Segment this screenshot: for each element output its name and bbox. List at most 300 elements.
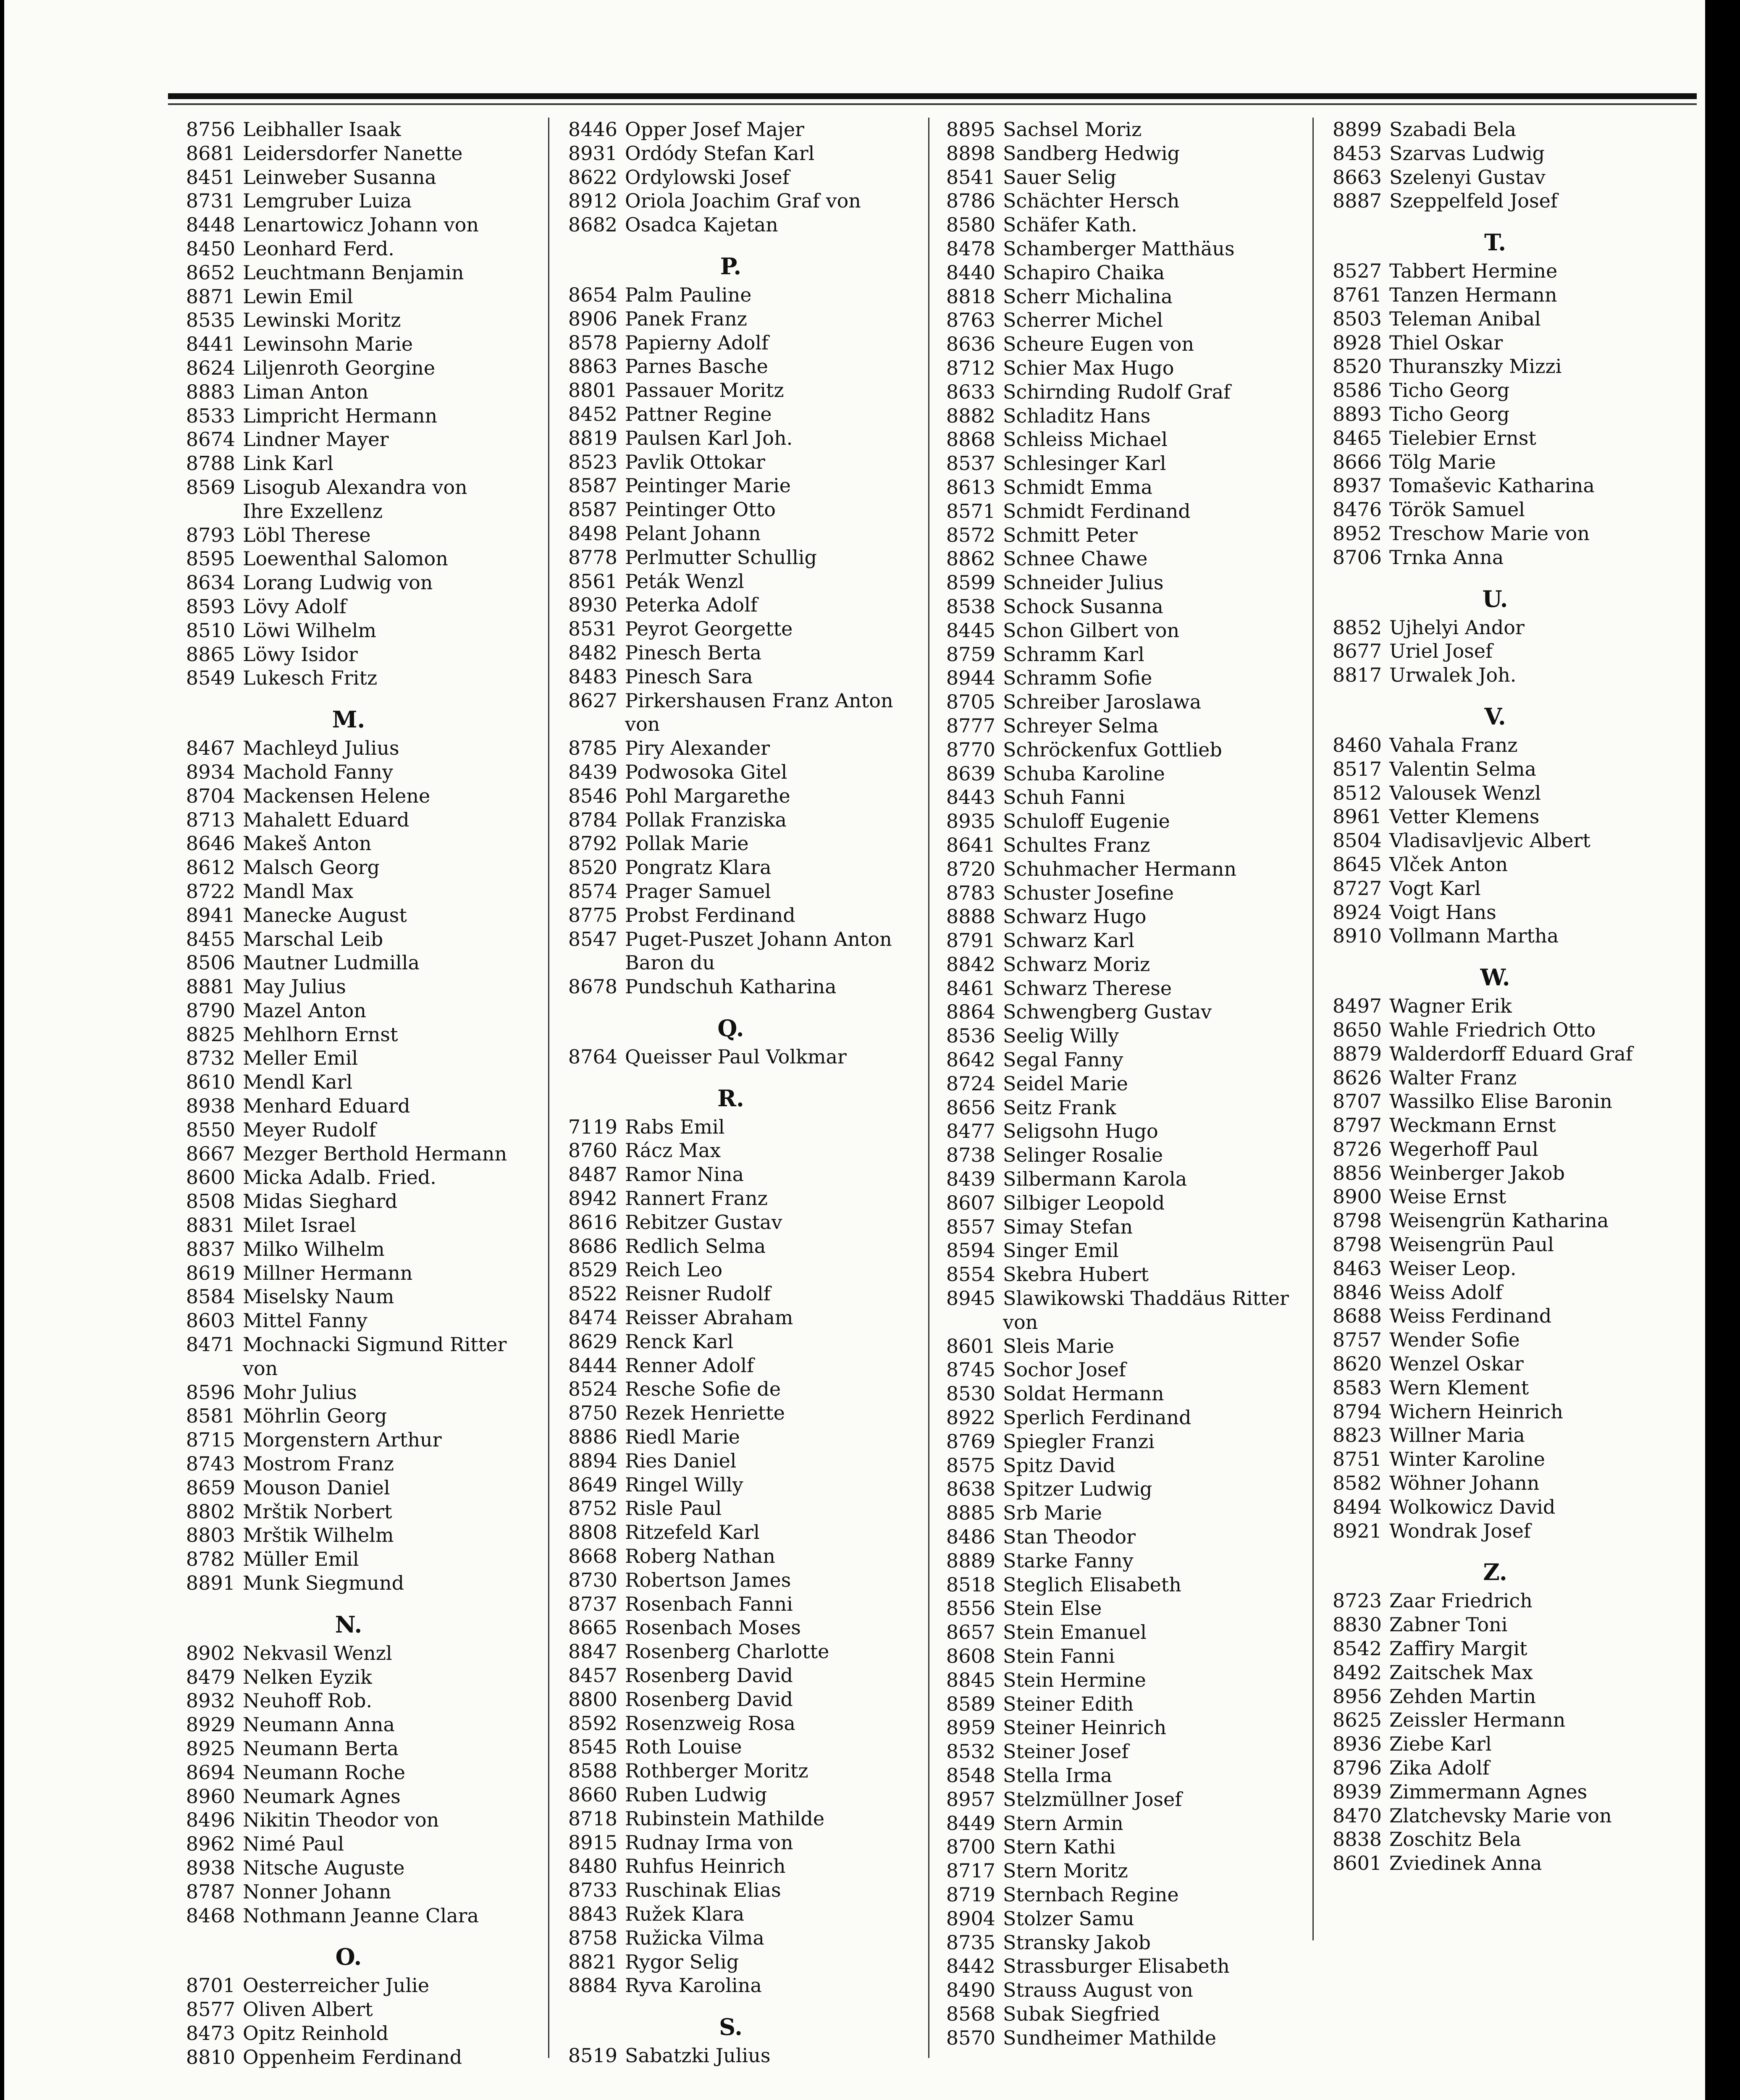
entry-number: 8893 [1332, 402, 1382, 425]
entry-number: 8468 [186, 1904, 235, 1927]
entry-number: 8783 [946, 881, 995, 904]
list-item [928, 285, 1298, 309]
list-item [168, 1333, 538, 1357]
entry-number: 8786 [946, 189, 995, 213]
list-item [1315, 1066, 1684, 1090]
entry-name: Rosenberg David [625, 1664, 793, 1687]
entry-name: Scherrer Michel [1003, 309, 1163, 332]
entry-name: Ružek Klara [625, 1902, 745, 1925]
entry-number: 8871 [186, 285, 235, 308]
list-item [550, 331, 920, 355]
entry-number: 8457 [568, 1664, 617, 1687]
entry-name: Winter Karoline [1389, 1448, 1545, 1471]
entry-number: 8688 [1332, 1305, 1382, 1328]
entry-number: 8865 [186, 643, 235, 666]
list-item [928, 189, 1298, 213]
section-letter: P. [720, 252, 742, 280]
entry-name: Schmidt Emma [1003, 475, 1153, 499]
list-item [550, 808, 920, 832]
entry-number: 8831 [186, 1214, 235, 1237]
entry-name: Voigt Hans [1389, 900, 1496, 924]
entry-name: Zaar Friedrich [1389, 1589, 1533, 1612]
entry-number: 8506 [186, 951, 235, 974]
entry-number: 8443 [946, 786, 995, 809]
entry-number: 8480 [568, 1855, 617, 1878]
entry-name: Szelenyi Gustav [1389, 165, 1546, 189]
list-item [168, 1904, 538, 1928]
entry-number: 8935 [946, 810, 995, 833]
entry-name: Puget-Puszet Johann Anton [625, 927, 892, 950]
entry-number: 8756 [186, 118, 235, 141]
entry-number: 8582 [1332, 1472, 1382, 1495]
entry-name: Renck Karl [625, 1330, 734, 1353]
entry-name: Ruschinak Elias [625, 1879, 781, 1902]
entry-number: 8494 [1332, 1495, 1382, 1518]
entry-number: 8642 [946, 1048, 995, 1071]
entry-name: Weiser Leop. [1389, 1257, 1517, 1280]
entry-number: 8910 [1332, 924, 1382, 948]
entry-name: Peterka Adolf [625, 593, 758, 617]
entry-name: Silbermann Karola [1003, 1168, 1187, 1191]
entry-number: 8717 [946, 1859, 995, 1882]
list-item [1315, 1685, 1684, 1709]
entry-number: 8894 [568, 1449, 617, 1472]
entry-number: 8952 [1332, 522, 1382, 545]
entry-name: Zeissler Hermann [1389, 1709, 1566, 1732]
list-item [928, 1978, 1298, 2002]
entry-name: Zaffiry Margit [1389, 1637, 1527, 1660]
entry-name: Mahalett Eduard [243, 808, 409, 831]
list-item [168, 879, 538, 903]
list-item [550, 1759, 920, 1783]
entry-name: Ziebe Karl [1389, 1732, 1492, 1756]
entry-name: Wassilko Elise Baronin [1389, 1090, 1612, 1113]
list-item [928, 499, 1298, 523]
list-item [550, 665, 920, 689]
entry-number: 8646 [186, 832, 235, 855]
entry-number: 8751 [1332, 1448, 1382, 1471]
entry-number: 8743 [186, 1452, 235, 1475]
list-item [550, 570, 920, 593]
entry-name: Schladitz Hans [1003, 404, 1151, 427]
list-item [550, 856, 920, 879]
entry-name: Pirkershausen Franz Anton [625, 689, 893, 712]
entry-name: Steiner Heinrich [1003, 1716, 1167, 1739]
list-item [168, 975, 538, 999]
entry-number: 8846 [1332, 1281, 1382, 1304]
list-item [1315, 781, 1684, 805]
entry-number: 8752 [568, 1497, 617, 1520]
list-item [928, 237, 1298, 261]
entry-number: 8888 [946, 905, 995, 928]
entry-number: 8492 [1332, 1661, 1382, 1684]
entry-name: Redlich Selma [625, 1234, 766, 1257]
list-item [550, 736, 920, 760]
entry-name: Schmitt Peter [1003, 523, 1138, 546]
entry-number: 8600 [186, 1166, 235, 1189]
entry-number: 8536 [946, 1024, 995, 1047]
entry-name: Schneider Julius [1003, 571, 1164, 594]
list-item [550, 1186, 920, 1210]
entry-name: Pelant Johann [625, 522, 761, 545]
entry-number: 8674 [186, 428, 235, 451]
list-item [550, 1902, 920, 1926]
entry-name: Schröckenfux Gottlieb [1003, 738, 1222, 761]
entry-number: 8624 [186, 356, 235, 379]
entry-number: 8503 [1332, 307, 1382, 330]
entry-name: Vladisavljevic Albert [1389, 829, 1590, 852]
list-item [1315, 1113, 1684, 1137]
entry-number: 8619 [186, 1261, 235, 1284]
entry-name: Reisser Abraham [625, 1306, 793, 1329]
entry-number: 8473 [186, 2021, 235, 2045]
entry-continuation: Ihre Exzellenz [243, 499, 383, 522]
entry-name: Pollak Marie [625, 832, 749, 855]
entry-number: 8791 [946, 929, 995, 952]
list-item [550, 879, 920, 903]
list-item [928, 475, 1298, 499]
list-item [1315, 283, 1684, 307]
list-item [1315, 663, 1684, 687]
list-item [1315, 1708, 1684, 1732]
entry-number: 8938 [186, 1095, 235, 1118]
entry-number: 8732 [186, 1047, 235, 1070]
list-item [168, 1261, 538, 1285]
entry-number: 8463 [1332, 1257, 1382, 1280]
list-item [928, 1668, 1298, 1692]
entry-name: Lukesch Fritz [243, 667, 378, 690]
list-item [1315, 1018, 1684, 1042]
entry-number: 8898 [946, 142, 995, 165]
list-item [168, 1166, 538, 1189]
section-letter: W. [1480, 964, 1510, 991]
entry-number: 8663 [1332, 165, 1382, 189]
entry-number: 8713 [186, 808, 235, 831]
entry-name: Ries Daniel [625, 1449, 737, 1472]
list-item [550, 546, 920, 570]
entry-number: 8677 [1332, 640, 1382, 663]
entry-name: Papierny Adolf [625, 331, 769, 354]
entry-name: Simay Stefan [1003, 1215, 1133, 1238]
entry-number: 8798 [1332, 1233, 1382, 1256]
entry-number: 8613 [946, 475, 995, 499]
entry-name: Valousek Wenzl [1389, 781, 1541, 804]
entry-name: Zlatchevsky Marie von [1389, 1804, 1612, 1827]
entry-number: 8535 [186, 309, 235, 332]
entry-name: Schultes Franz [1003, 833, 1150, 856]
entry-number: 8794 [1332, 1400, 1382, 1423]
entry-number: 8657 [946, 1621, 995, 1644]
entry-name: Teleman Anibal [1389, 307, 1541, 330]
entry-number: 8656 [946, 1096, 995, 1119]
list-item [550, 1735, 920, 1759]
entry-number: 8649 [568, 1473, 617, 1496]
entry-name: Mackensen Helene [243, 784, 430, 807]
list-item [1315, 1613, 1684, 1637]
entry-name: Stern Moritz [1003, 1859, 1128, 1882]
list-item [550, 450, 920, 474]
entry-number: 8577 [186, 1998, 235, 2021]
entry-name: Wenzel Oskar [1389, 1352, 1524, 1376]
entry-number: 8595 [186, 547, 235, 570]
list-item [550, 1115, 920, 1139]
entry-number: 8569 [186, 475, 235, 499]
list-item [928, 1620, 1298, 1644]
entry-number: 8571 [946, 499, 995, 522]
entry-name: Schuster Josefine [1003, 881, 1174, 904]
list-item [928, 1764, 1298, 1788]
entry-name: Sternbach Regine [1003, 1883, 1179, 1906]
entry-name: Schuba Karoline [1003, 762, 1165, 785]
list-item [928, 976, 1298, 1000]
list-item [1315, 1137, 1684, 1161]
list-item [550, 1282, 920, 1306]
entry-name: Subak Siegfried [1003, 2002, 1160, 2025]
entry-number: 8724 [946, 1072, 995, 1095]
entry-number: 8587 [568, 498, 617, 521]
entry-number: 8620 [1332, 1352, 1382, 1376]
entry-number: 8639 [946, 762, 995, 785]
list-item [168, 1142, 538, 1166]
entry-number: 8942 [568, 1187, 617, 1210]
entry-number: 8922 [946, 1406, 995, 1429]
list-item [550, 283, 920, 307]
entry-number: 8956 [1332, 1685, 1382, 1708]
entry-name: Mostrom Franz [243, 1452, 394, 1475]
list-item [550, 1473, 920, 1497]
list-item [168, 1571, 538, 1595]
entry-number: 8788 [186, 452, 235, 475]
list-item [928, 165, 1298, 189]
entry-name: Szeppelfeld Josef [1389, 189, 1558, 213]
entry-number: 8442 [946, 1955, 995, 1978]
entry-number: 8599 [946, 571, 995, 594]
section-letter: Z. [1483, 1559, 1507, 1586]
entry-name: Renner Adolf [625, 1354, 754, 1377]
entry-name: Thiel Oskar [1389, 331, 1503, 354]
entry-name: Zoschitz Bela [1389, 1828, 1521, 1851]
entry-name: Oriola Joachim Graf von [625, 189, 861, 213]
entry-name: Uriel Josef [1389, 640, 1493, 663]
entry-name: Midas Sieghard [243, 1190, 398, 1213]
entry-number: 8547 [568, 927, 617, 950]
entry-name: Slawikowski Thaddäus Ritter [1003, 1287, 1289, 1310]
list-item [168, 1998, 538, 2021]
list-item [550, 1401, 920, 1425]
entry-name: Mandl Max [243, 879, 354, 903]
list-item [1315, 1161, 1684, 1185]
list-item [168, 808, 538, 832]
list-item [550, 1306, 920, 1330]
entry-name: Passauer Moritz [625, 379, 784, 402]
entry-name: Nelken Eyzik [243, 1665, 372, 1688]
list-item [550, 1449, 920, 1473]
entry-number: 8537 [946, 452, 995, 475]
entry-number: 8718 [568, 1807, 617, 1830]
entry-number: 8925 [186, 1737, 235, 1760]
entry-number: 8596 [186, 1381, 235, 1404]
entry-number: 8727 [1332, 877, 1382, 900]
entry-number: 8439 [568, 760, 617, 783]
entry-name: Schon Gilbert von [1003, 619, 1180, 642]
list-item [168, 2045, 538, 2069]
list-item [550, 784, 920, 808]
list-item [928, 1477, 1298, 1501]
entry-number: 8775 [568, 903, 617, 927]
entry-name: Wegerhoff Paul [1389, 1137, 1538, 1160]
list-item [1315, 1281, 1684, 1305]
column-divider [1312, 118, 1314, 1940]
entry-name: Lisogub Alexandra von [243, 475, 467, 499]
entry-name: Schirnding Rudolf Graf [1003, 380, 1231, 403]
entry-name: Stein Emanuel [1003, 1621, 1147, 1644]
entry-number: 8570 [946, 2026, 995, 2049]
entry-name: Mendl Karl [243, 1071, 353, 1094]
entry-name: Link Karl [243, 452, 333, 475]
entry-name: Löbl Therese [243, 523, 371, 546]
list-item [1315, 900, 1684, 924]
list-item [550, 617, 920, 641]
entry-name: Rezek Henriette [625, 1402, 785, 1425]
entry-number: 8737 [568, 1592, 617, 1615]
entry-name: Ordódy Stefan Karl [625, 142, 815, 165]
entry-name: Schramm Sofie [1003, 667, 1152, 690]
entry-name: Ringel Willy [625, 1473, 743, 1496]
entry-name: Seelig Willy [1003, 1024, 1119, 1047]
entry-number: 8924 [1332, 900, 1382, 924]
entry-name: Schreyer Selma [1003, 714, 1159, 737]
list-item [928, 1692, 1298, 1716]
entry-name: Morgenstern Arthur [243, 1428, 442, 1452]
entry-name: Milet Israel [243, 1214, 356, 1237]
entry-number: 8785 [568, 737, 617, 760]
list-item [168, 1500, 538, 1524]
entry-number: 8720 [946, 857, 995, 880]
list-item [168, 308, 538, 332]
entry-number: 8694 [186, 1761, 235, 1784]
entry-number: 8945 [946, 1287, 995, 1310]
list-item [1315, 354, 1684, 378]
entry-number: 8932 [186, 1689, 235, 1712]
entry-number: 8784 [568, 808, 617, 831]
entry-number: 8797 [1332, 1114, 1382, 1137]
list-item [928, 762, 1298, 786]
entry-number: 8530 [946, 1382, 995, 1405]
entry-number: 8884 [568, 1974, 617, 1997]
entry-name: Schamberger Matthäus [1003, 237, 1235, 260]
entry-number: 8550 [186, 1118, 235, 1141]
list-item [928, 1239, 1298, 1263]
entry-name: Schuhmacher Hermann [1003, 857, 1237, 880]
list-item [168, 475, 538, 499]
list-item [168, 332, 538, 356]
list-item [168, 1785, 538, 1809]
entry-number: 8879 [1332, 1042, 1382, 1065]
column-1 [168, 118, 538, 2069]
entry-number: 8881 [186, 975, 235, 998]
entry-number: 8900 [1332, 1185, 1382, 1208]
list-item [1315, 165, 1684, 189]
entry-number: 8810 [186, 2045, 235, 2068]
entry-name: Queisser Paul Volkmar [625, 1045, 847, 1068]
list-item [168, 784, 538, 808]
entry-number: 8757 [1332, 1328, 1382, 1352]
list-item [168, 165, 538, 189]
column-4 [1315, 118, 1684, 1875]
entry-name: Stern Armin [1003, 1811, 1123, 1835]
entry-name: Sundheimer Mathilde [1003, 2026, 1216, 2049]
list-item [550, 213, 920, 237]
entry-name: Mrštik Wilhelm [243, 1524, 394, 1547]
list-item [928, 308, 1298, 332]
entry-number: 8681 [186, 142, 235, 165]
list-item [550, 832, 920, 856]
list-item [928, 2002, 1298, 2026]
entry-name: Milko Wilhelm [243, 1237, 385, 1260]
entry-number: 8682 [568, 213, 617, 236]
list-item [928, 547, 1298, 571]
entry-name: Ružicka Vilma [625, 1926, 764, 1949]
list-item [168, 213, 538, 237]
entry-name: Menhard Eduard [243, 1095, 410, 1118]
entry-number: 8719 [946, 1883, 995, 1906]
entry-number: 8745 [946, 1358, 995, 1381]
entry-continuation: von [1003, 1310, 1038, 1334]
entry-number: 8654 [568, 283, 617, 306]
entry-number: 8921 [1332, 1519, 1382, 1542]
entry-number: 8731 [186, 189, 235, 213]
entry-number: 8758 [568, 1926, 617, 1949]
list-item [1315, 733, 1684, 757]
list-item [928, 332, 1298, 356]
entry-name: Neuhoff Rob. [243, 1689, 373, 1712]
list-item [550, 689, 920, 713]
list-item [168, 1023, 538, 1047]
section-letter: O. [335, 1943, 362, 1971]
entry-name: Limpricht Hermann [243, 404, 438, 427]
list-item [168, 1476, 538, 1500]
entry-number: 8441 [186, 333, 235, 356]
entry-name: Vahala Franz [1389, 733, 1518, 756]
entry-name: Pundschuh Katharina [625, 975, 837, 998]
entry-number: 8529 [568, 1258, 617, 1281]
entry-name: Vlček Anton [1389, 853, 1508, 876]
list-item [550, 1330, 920, 1354]
entry-number: 8574 [568, 879, 617, 903]
entry-name: Ticho Georg [1389, 402, 1510, 425]
entry-name: Mohr Julius [243, 1381, 357, 1404]
list-item [168, 285, 538, 309]
entry-name: Oesterreicher Julie [243, 1974, 430, 1997]
list-item [928, 1191, 1298, 1215]
top-rule-thin [168, 103, 1697, 105]
entry-number: 8777 [946, 714, 995, 737]
entry-number: 8957 [946, 1788, 995, 1811]
entry-number: 8531 [568, 617, 617, 640]
entry-number: 8659 [186, 1476, 235, 1499]
list-item [928, 953, 1298, 976]
entry-name: Weisengrün Paul [1389, 1233, 1554, 1256]
entry-name: Nimé Paul [243, 1832, 344, 1856]
list-item [550, 1425, 920, 1449]
list-item [1315, 522, 1684, 546]
list-item [550, 1568, 920, 1592]
entry-number: 8712 [946, 356, 995, 379]
entry-number: 8453 [1332, 142, 1382, 165]
entry-name: Pinesch Berta [625, 641, 762, 664]
entry-name: Podwosoka Gitel [625, 760, 787, 783]
list-item [928, 118, 1298, 142]
